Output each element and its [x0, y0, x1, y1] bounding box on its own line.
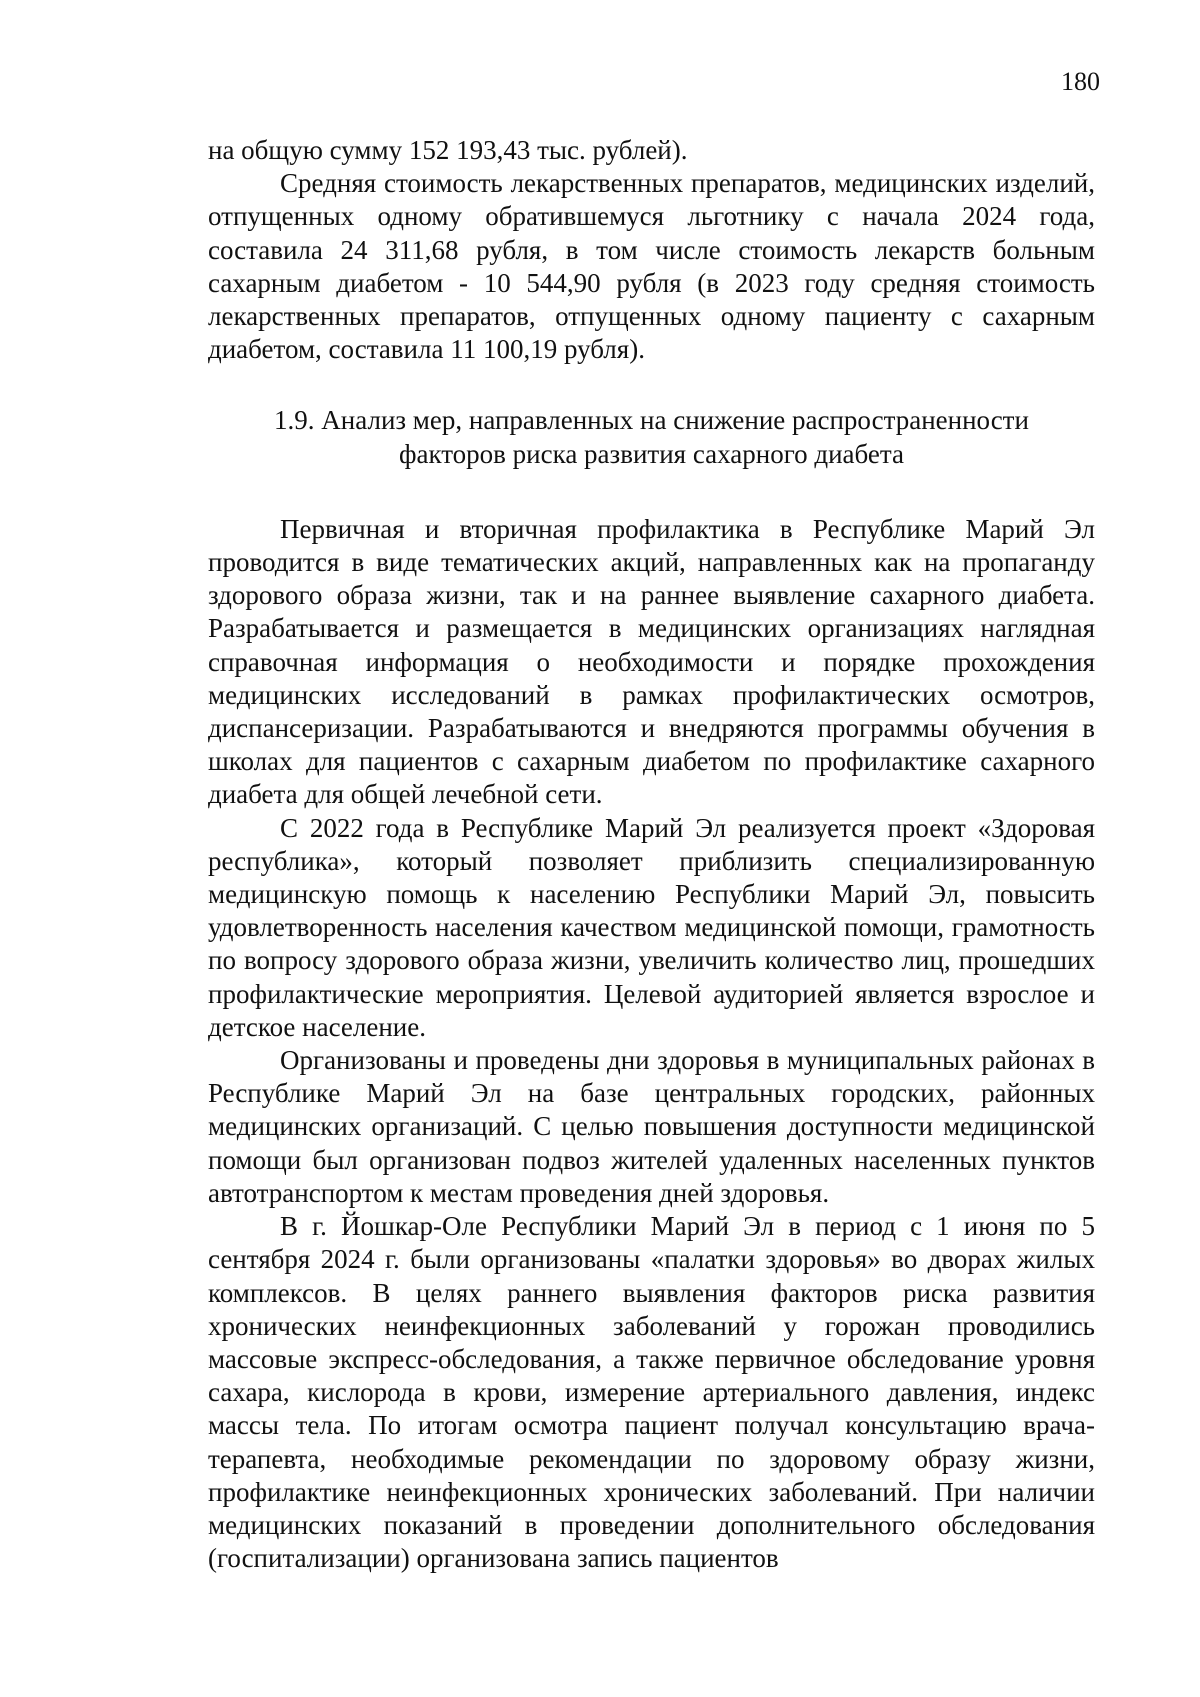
page-number: 180 [1061, 67, 1100, 96]
paragraph-health-tents: В г. Йошкар-Оле Республики Марий Эл в период с 1 июня по 5 сентября 2024 г. были организованы «палатки здоровья» во дворах жилых комплексов. В целях раннего выявления факторов риска развития хронических неинфекционных заболеваний у горожан проводились массовые экспресс-обследования, а также первичное обследование уровня сахара, кислорода в крови, измерение артериального давления, индекс массы тела. По итогам осмотра пациент получал консультацию врача-терапевта, необходимые рекомендации по здоровому образу жизни, профилактике неинфекционных хронических заболеваний. При наличии медицинских показаний в проведении дополнительного обследования (госпитализации) организована запись пациентов [208, 1211, 1095, 1574]
section-heading-line-1: 1.9. Анализ мер, направленных на снижение распространенности [274, 405, 1029, 436]
paragraph-healthy-republic: С 2022 года в Республике Марий Эл реализуется проект «Здоровая республика», который позволяет приблизить специализированную медицинскую помощь к населению Республики Марий Эл, повысить удовлетворенность населения качеством медицинской помощи, грамотность по вопросу здорового образа жизни, увеличить количество лиц, прошедших профилактические мероприятия. Целевой аудиторией является взрослое и детское население. [208, 812, 1095, 1042]
paragraph-continuation: на общую сумму 152 193,43 тыс. рублей). [208, 135, 688, 165]
paragraph-average-cost: Средняя стоимость лекарственных препаратов, медицинских изделий, отпущенных одному обратившемуся льготнику с начала 2024 года, составила 24 311,68 рубля, в том числе стоимость лекарств больным сахарным диабетом - 10 544,90 рубля (в 2023 году средняя стоимость лекарственных препаратов, отпущенных одному пациенту с сахарным диабетом, составила 11 100,19 рубля). [208, 168, 1095, 365]
section-heading-line-2: факторов риска развития сахарного диабета [399, 438, 904, 469]
paragraph-health-days: Организованы и проведены дни здоровья в муниципальных районах в Республике Марий Эл на базе центральных городских, районных медицинских организаций. С целью повышения доступности медицинской помощи был организован подвоз жителей удаленных населенных пунктов автотранспортом к местам проведения дней здоровья. [208, 1045, 1095, 1208]
section-heading [208, 404, 1095, 470]
paragraph-prevention: Первичная и вторичная профилактика в Республике Марий Эл проводится в виде тематических акций, направленных как на пропаганду здорового образа жизни, так и на раннее выявление сахарного диабета. Разрабатывается и размещается в медицинских организациях наглядная справочная информация о необходимости и порядке прохождения медицинских исследований в рамках профилактических осмотров, диспансеризации. Разрабатываются и внедряются программы обучения в школах для пациентов с сахарным диабетом по профилактике сахарного диабета для общей лечебной сети. [208, 513, 1095, 810]
document-body [208, 134, 1095, 1575]
